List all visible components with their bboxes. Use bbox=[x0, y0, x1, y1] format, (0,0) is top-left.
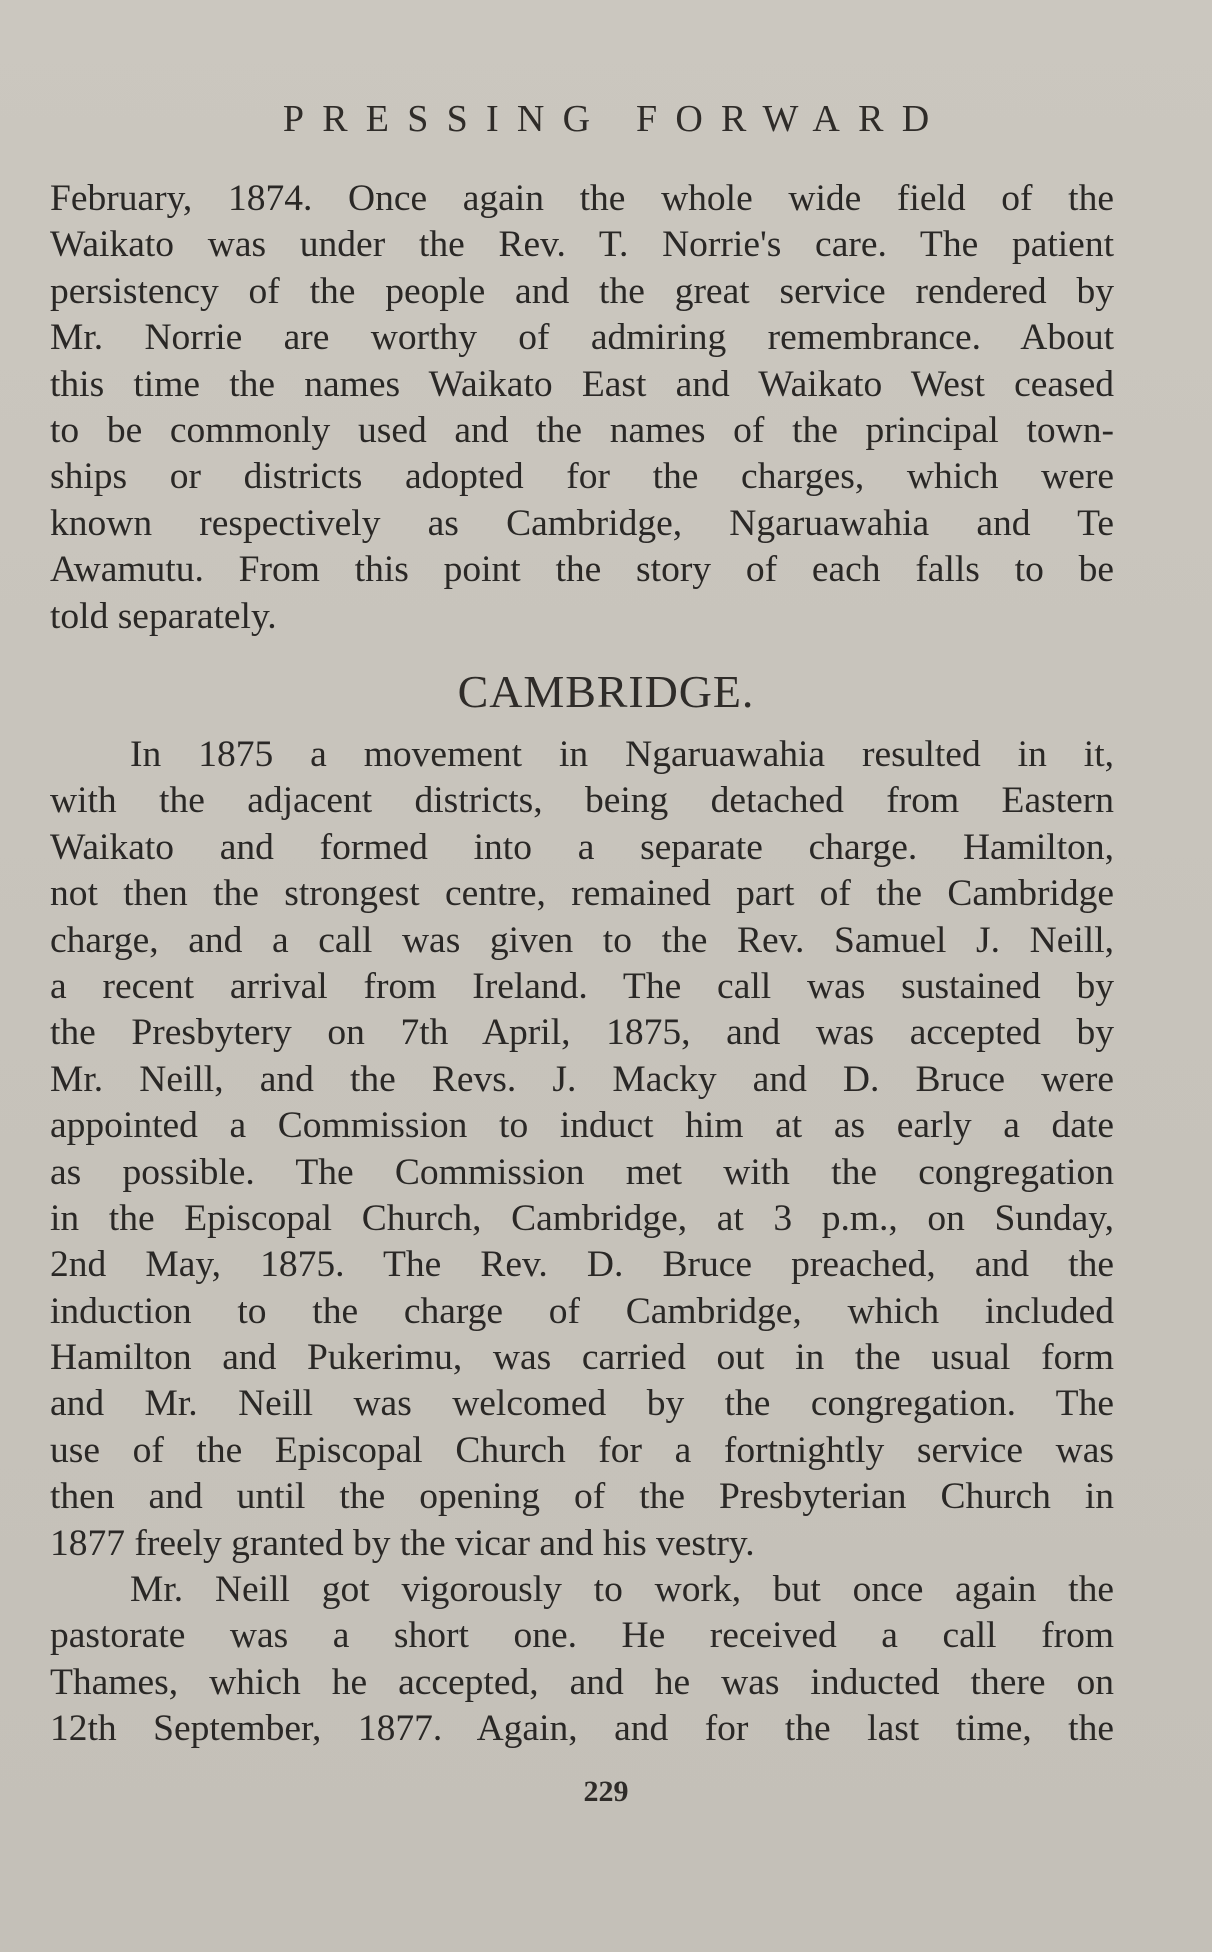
text-line: Awamutu. From this point the story of each falls to be bbox=[50, 549, 1114, 591]
text-line: to be commonly used and the names of the principal town- bbox=[50, 409, 1114, 451]
text-line: 12th September, 1877. Again, and for the last time, the bbox=[50, 1708, 1114, 1750]
text-line: then and until the opening of the Presbyterian Church in bbox=[50, 1476, 1114, 1518]
text-line: and Mr. Neill was welcomed by the congregation. The bbox=[50, 1383, 1114, 1425]
text-line: ships or districts adopted for the charges, which were bbox=[50, 456, 1114, 498]
text-line: persistency of the people and the great service rendered by bbox=[50, 270, 1114, 312]
text-line: Hamilton and Pukerimu, was carried out in the usual form bbox=[50, 1337, 1114, 1379]
text-line: in the Episcopal Church, Cambridge, at 3 p.m., on Sunday, bbox=[50, 1197, 1114, 1239]
running-head: PRESSING FORWARD bbox=[282, 98, 948, 140]
text-line: the Presbytery on 7th April, 1875, and was accepted by bbox=[50, 1012, 1114, 1054]
paragraph-1 bbox=[50, 176, 1114, 640]
text-line: In 1875 a movement in Ngaruawahia resulted in it, bbox=[130, 734, 1114, 775]
page-number: 229 bbox=[583, 1775, 629, 1808]
section-heading: CAMBRIDGE. bbox=[457, 666, 755, 717]
text-line: this time the names Waikato East and Waikato West ceased bbox=[50, 363, 1114, 405]
text-line: with the adjacent districts, being detached from Eastern bbox=[50, 780, 1114, 822]
text-line: induction to the charge of Cambridge, which included bbox=[50, 1290, 1114, 1332]
text-line: as possible. The Commission met with the congregation bbox=[50, 1151, 1114, 1193]
text-line: Mr. Norrie are worthy of admiring remembrance. About bbox=[50, 317, 1114, 359]
text-line: use of the Episcopal Church for a fortnightly service was bbox=[50, 1429, 1114, 1471]
text-line: February, 1874. Once again the whole wide field of the bbox=[50, 178, 1114, 219]
text-line: known respectively as Cambridge, Ngaruawahia and Te bbox=[50, 502, 1114, 544]
text-line: pastorate was a short one. He received a call from bbox=[50, 1615, 1114, 1657]
paragraph-2 bbox=[50, 732, 1114, 1753]
text-line: not then the strongest centre, remained part of the Cambridge bbox=[50, 873, 1114, 915]
text-line: 2nd May, 1875. The Rev. D. Bruce preached, and the bbox=[50, 1244, 1114, 1286]
text-line: a recent arrival from Ireland. The call was sustained by bbox=[50, 965, 1114, 1007]
text-line: Thames, which he accepted, and he was inducted there on bbox=[50, 1661, 1114, 1703]
text-line: charge, and a call was given to the Rev. Samuel J. Neill, bbox=[50, 919, 1114, 961]
text-line: Waikato was under the Rev. T. Norrie's care. The patient bbox=[50, 224, 1114, 266]
text-line: told separately. bbox=[50, 595, 277, 637]
text-line: Mr. Neill, and the Revs. J. Macky and D. Bruce were bbox=[50, 1058, 1114, 1100]
text-line: appointed a Commission to induct him at as early a date bbox=[50, 1105, 1114, 1147]
text-line: Waikato and formed into a separate charge. Hamilton, bbox=[50, 826, 1114, 868]
text-line: 1877 freely granted by the vicar and his vestry. bbox=[50, 1522, 755, 1564]
text-line: Mr. Neill got vigorously to work, but once again the bbox=[130, 1569, 1114, 1611]
